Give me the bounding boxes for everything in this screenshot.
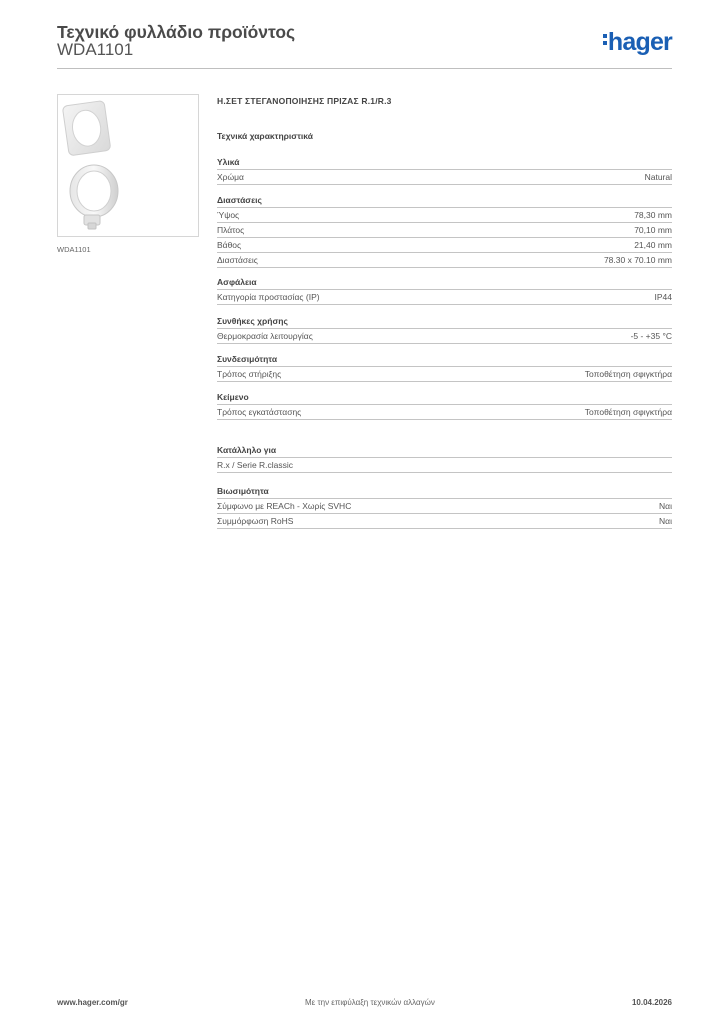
spec-row (217, 290, 672, 305)
spec-row (217, 405, 672, 420)
spec-row (217, 514, 672, 529)
spec-row (217, 170, 672, 185)
spec-label: Τρόπος εγκατάστασης (217, 407, 302, 417)
spec-label: Διαστάσεις (217, 255, 258, 265)
product-code: WDA1101 (57, 40, 134, 59)
section-title: Υλικά (217, 156, 672, 170)
section-title: Κείμενο (217, 391, 672, 405)
section-materials (217, 156, 672, 185)
product-image (57, 94, 199, 237)
logo-text: hager (607, 28, 672, 56)
website-link[interactable]: www.hager.com/gr (57, 998, 128, 1007)
spec-label: Χρώμα (217, 172, 244, 182)
spec-row (217, 238, 672, 253)
spec-value: 78,30 mm (634, 210, 672, 220)
page-header (57, 20, 672, 68)
header-divider (57, 68, 672, 69)
socket-gasket-set-icon (58, 95, 198, 236)
spec-value: Natural (644, 172, 672, 182)
section-safety (217, 276, 672, 305)
spec-row (217, 223, 672, 238)
spec-label: Πλάτος (217, 225, 245, 235)
specs-subtitle: Τεχνικά χαρακτηριστικά (217, 131, 313, 141)
spec-label: Θερμοκρασία λειτουργίας (217, 331, 313, 341)
spec-value: Τοποθέτηση σφιγκτήρα (584, 369, 672, 379)
section-suitable-for (217, 444, 672, 473)
section-title: Ασφάλεια (217, 276, 672, 290)
specs-panel (217, 96, 672, 526)
section-connectivity (217, 353, 672, 382)
section-sustainability (217, 485, 672, 529)
spec-label: Ύψος (217, 210, 240, 220)
spec-label: Σύμφωνο με REACh - Χωρίς SVHC (217, 501, 352, 511)
spec-row (217, 253, 672, 268)
section-title: Βιωσιμότητα (217, 485, 672, 499)
spec-label: Κατηγορία προστασίας (IP) (217, 292, 320, 302)
spec-label: Τρόπος στήριξης (217, 369, 282, 379)
section-title: Συνθήκες χρήσης (217, 315, 672, 329)
document-title: Τεχνικό φυλλάδιο προϊόντος (57, 22, 296, 42)
section-dimensions (217, 194, 672, 268)
spec-value: IP44 (654, 292, 672, 302)
spec-row (217, 367, 672, 382)
hager-logo (603, 28, 672, 57)
spec-row (217, 208, 672, 223)
image-caption: WDA1101 (57, 245, 91, 254)
spec-value: -5 - +35 °C (630, 331, 672, 341)
section-title: Συνδεσιμότητα (217, 353, 672, 367)
document-date: 10.04.2026 (631, 998, 672, 1007)
spec-row (217, 329, 672, 344)
section-conditions (217, 315, 672, 344)
product-name: Η.ΣΕΤ ΣΤΕΓΑΝΟΠΟΙΗΣΗΣ ΠΡΙΖΑΣ R.1/R.3 (217, 96, 392, 106)
section-text (217, 391, 672, 420)
spec-value: Τοποθέτηση σφιγκτήρα (584, 407, 672, 417)
disclaimer-note: Με την επιφύλαξη τεχνικών αλλαγών (305, 998, 435, 1007)
spec-value: 78.30 x 70.10 mm (603, 255, 672, 265)
logo-dots-icon (603, 31, 607, 48)
section-title: Κατάλληλο για (217, 444, 672, 458)
spec-value: 21,40 mm (634, 240, 672, 250)
spec-value: 70,10 mm (634, 225, 672, 235)
spec-value: Ναι (659, 501, 672, 511)
spec-label: Συμμόρφωση RoHS (217, 516, 294, 526)
spec-label: R.x / Serie R.classic (217, 460, 294, 470)
spec-row (217, 458, 672, 473)
section-title: Διαστάσεις (217, 194, 672, 208)
spec-row (217, 499, 672, 514)
spec-label: Βάθος (217, 240, 242, 250)
spec-value: Ναι (659, 516, 672, 526)
